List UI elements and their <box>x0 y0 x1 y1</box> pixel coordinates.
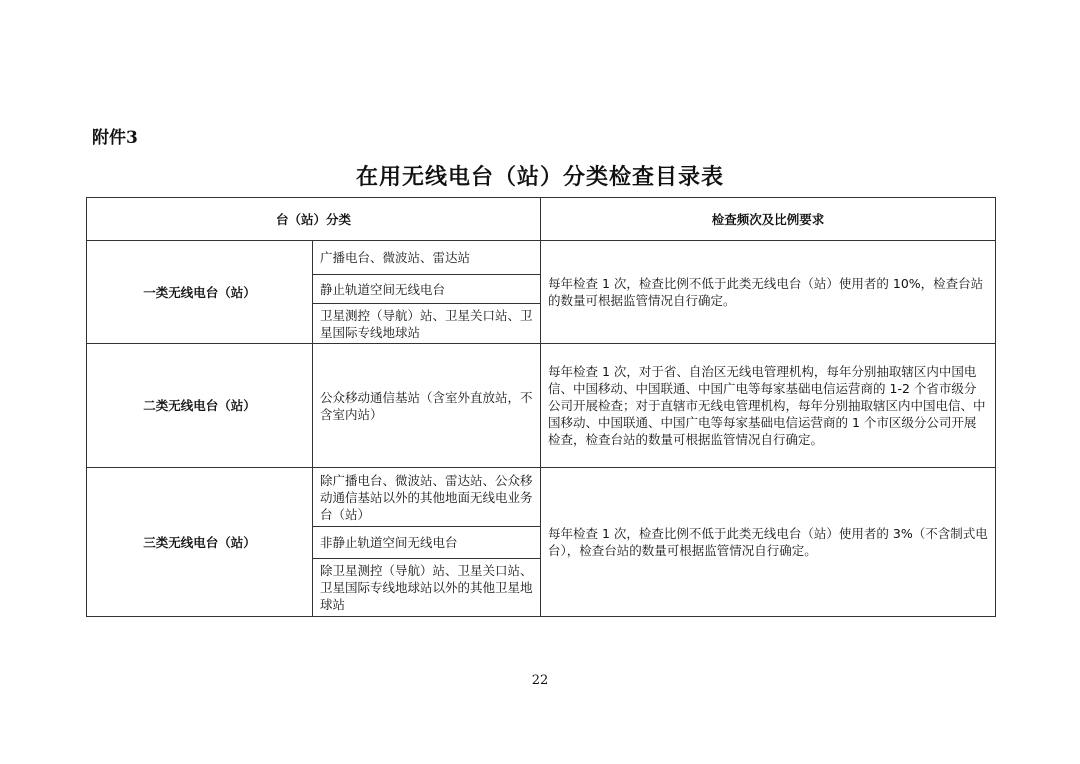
requirement-cell: 每年检查 1 次，检查比例不低于此类无线电台（站）使用者的 3%（不含制式电台），检查台站的数量可根据监管情况自行确定。 <box>541 468 996 617</box>
page-number: 22 <box>531 673 549 688</box>
category-cell: 一类无线电台（站） <box>87 241 313 344</box>
subtype-cell: 静止轨道空间无线电台 <box>313 275 541 304</box>
table-row <box>87 468 996 527</box>
category-cell: 二类无线电台（站） <box>87 344 313 468</box>
document-title: 在用无线电台（站）分类检查目录表 <box>355 164 724 190</box>
attachment-label: 附件3 <box>92 128 138 148</box>
requirement-cell: 每年检查 1 次，检查比例不低于此类无线电台（站）使用者的 10%，检查台站的数量可根据监管情况自行确定。 <box>541 241 996 344</box>
subtype-cell: 公众移动通信基站（含室外直放站，不含室内站） <box>313 344 541 468</box>
requirement-cell: 每年检查 1 次，对于省、自治区无线电管理机构，每年分别抽取辖区内中国电信、中国移动、中国联通、中国广电等每家基础电信运营商的 1-2 个省市级分公司开展检查；对于直辖市无线电管理机构，每年分别抽取辖区内中国电信、中国移动、中国联通、中国广电等每家基础电信运营商的 1 个市区级分公司开展检查，检查台站的数量可根据监管情况自行确定。 <box>541 344 996 468</box>
inspection-catalog-table <box>86 197 996 617</box>
subtype-cell: 广播电台、微波站、雷达站 <box>313 241 541 275</box>
table-header-row <box>87 198 996 241</box>
table-row <box>87 344 996 468</box>
column-header-requirement: 检查频次及比例要求 <box>541 198 996 241</box>
subtype-cell: 除卫星测控（导航）站、卫星关口站、卫星国际专线地球站以外的其他卫星地球站 <box>313 559 541 617</box>
subtype-cell: 卫星测控（导航）站、卫星关口站、卫星国际专线地球站 <box>313 304 541 344</box>
column-header-category: 台（站）分类 <box>87 198 541 241</box>
category-cell: 三类无线电台（站） <box>87 468 313 617</box>
subtype-cell: 非静止轨道空间无线电台 <box>313 527 541 559</box>
table-row <box>87 241 996 275</box>
subtype-cell: 除广播电台、微波站、雷达站、公众移动通信基站以外的其他地面无线电业务台（站） <box>313 468 541 527</box>
